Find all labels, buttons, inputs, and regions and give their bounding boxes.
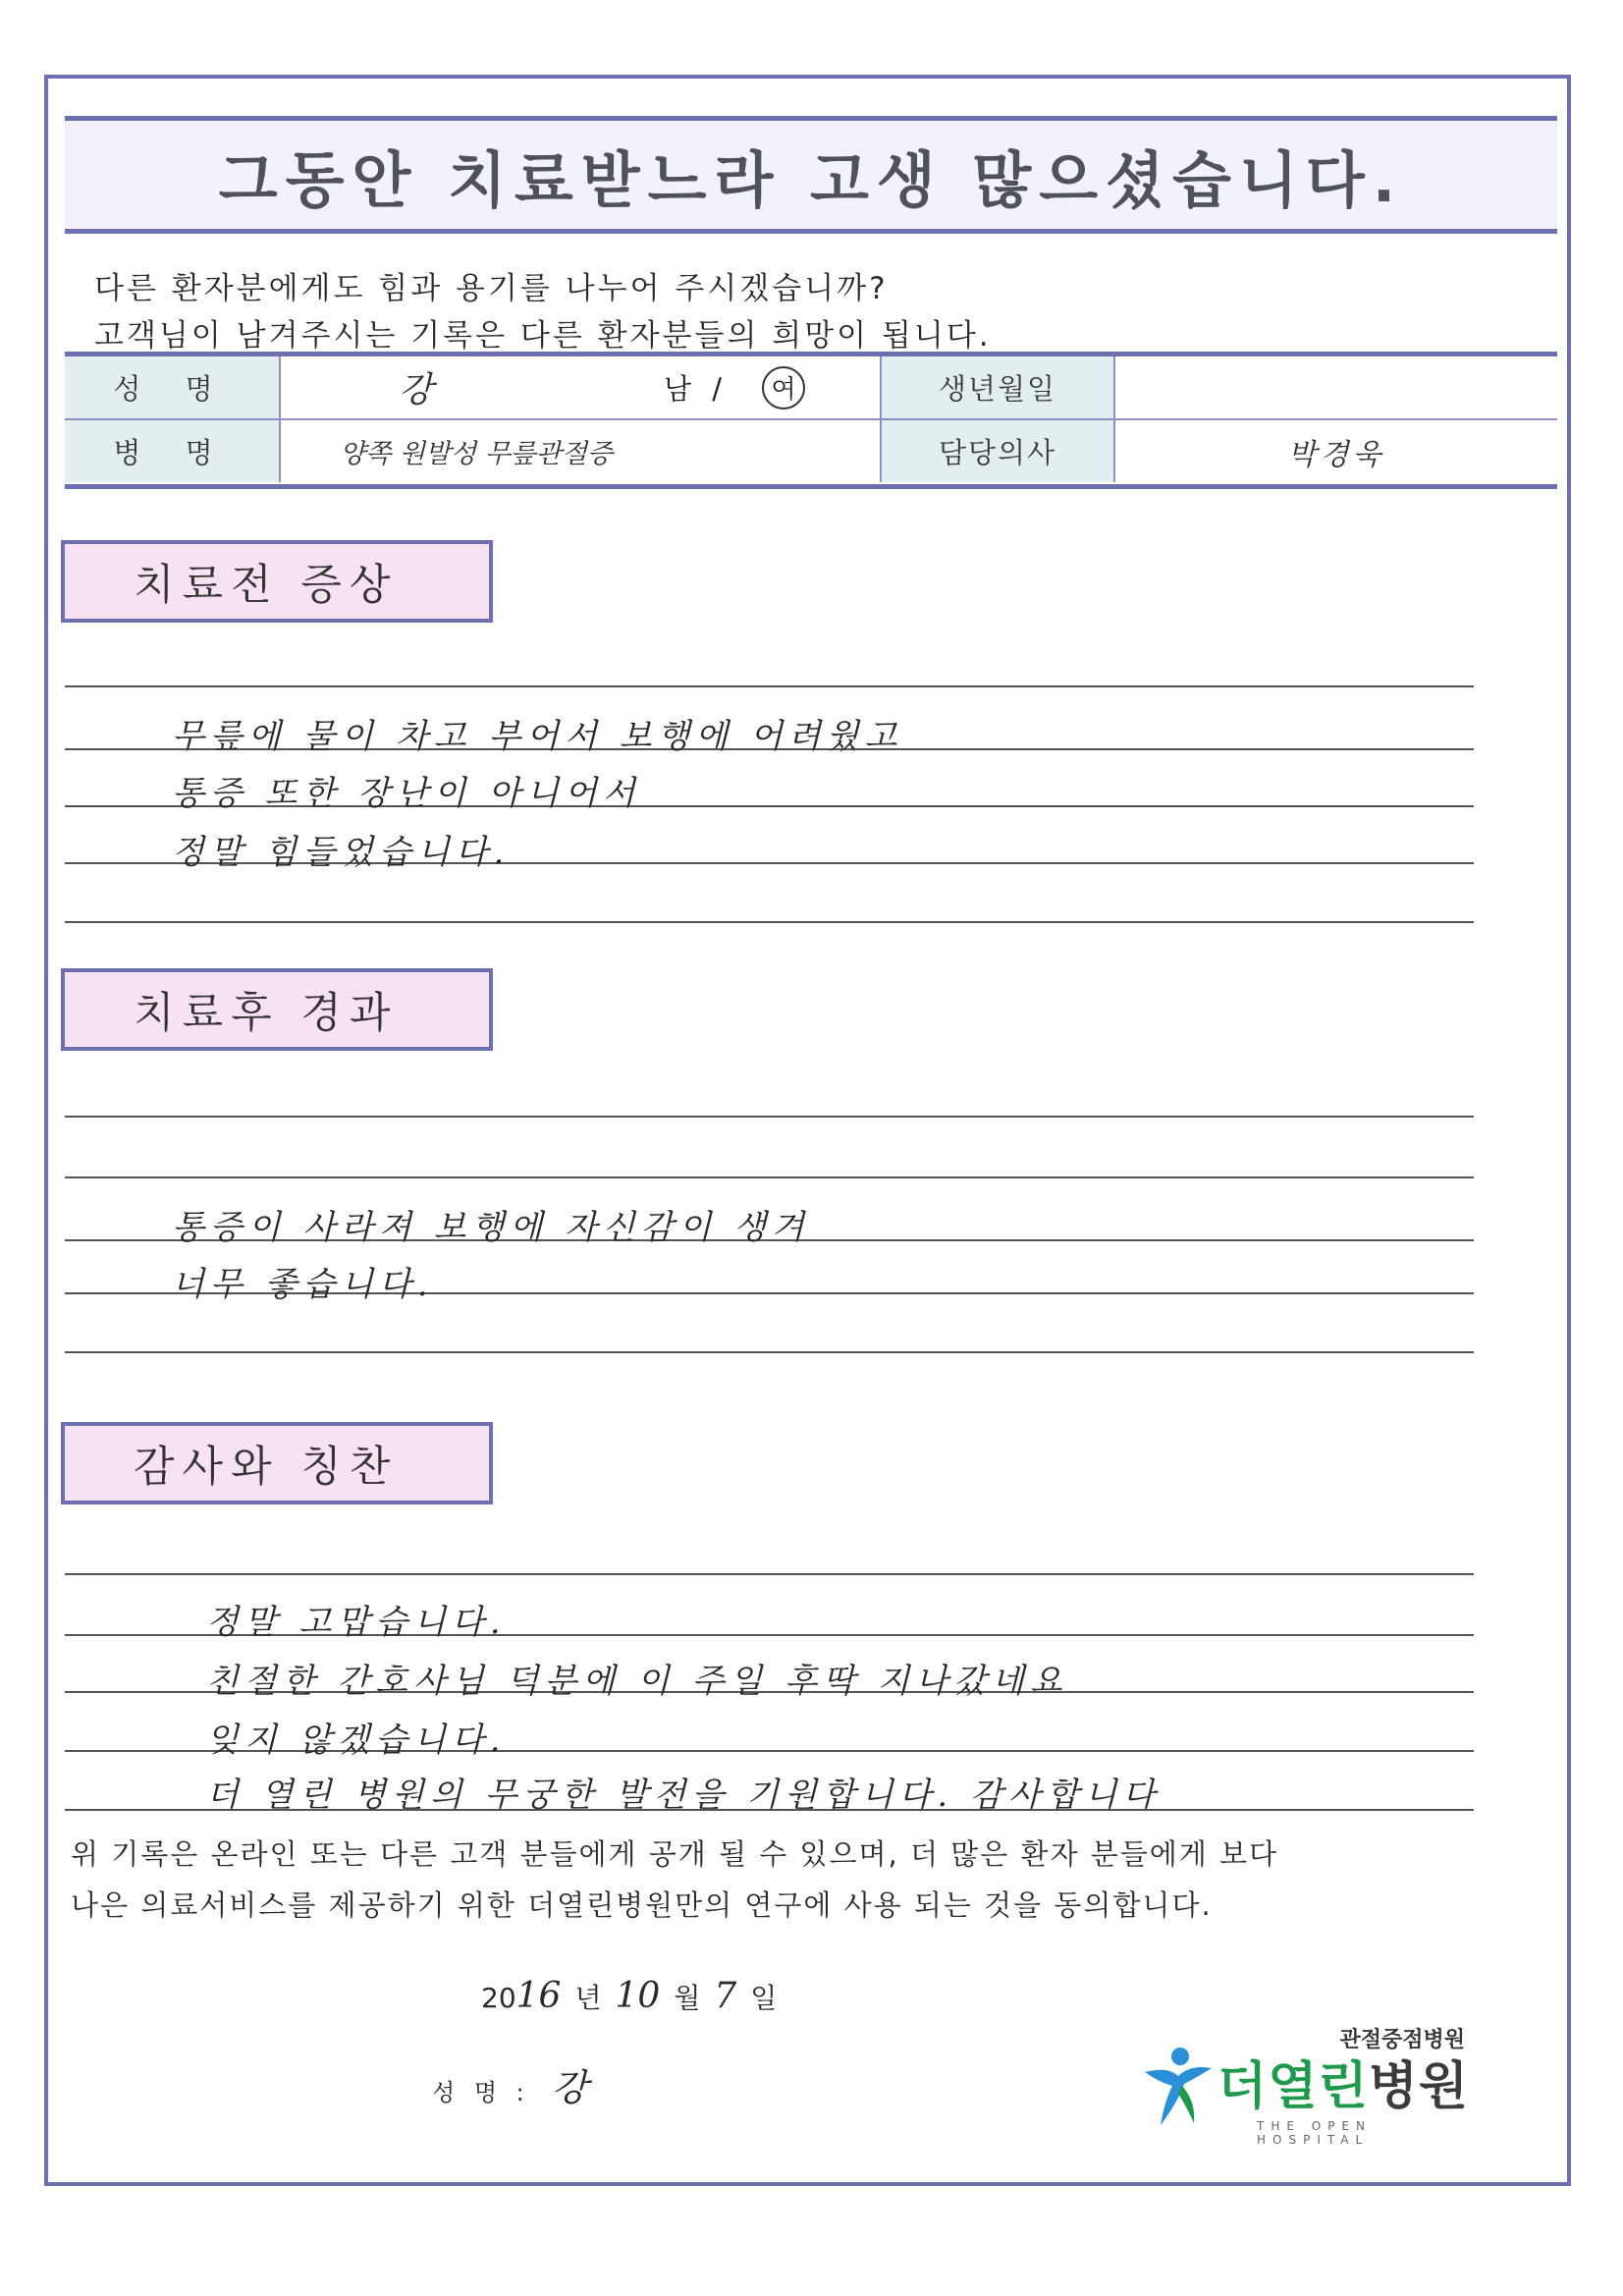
date-prefix: 20 (481, 1982, 516, 2014)
section-after-title (61, 968, 493, 1051)
doctor-cell (1113, 420, 1557, 482)
rule (65, 1573, 1474, 1575)
section-before-title-text: 치료전 증상 (134, 560, 399, 610)
gender-text: 남 / (664, 372, 729, 406)
page-title: 그동안 치료받느라 고생 많으셨습니다. (218, 143, 1404, 216)
rule (65, 1176, 1474, 1178)
logo-name (1217, 2045, 1469, 2118)
signature-label: 성 명 : (432, 2079, 530, 2106)
date-day: 7 (714, 1976, 737, 2016)
name-value: 강 (399, 370, 433, 410)
disease-cell (279, 420, 880, 482)
birth-label: 생년월일 (880, 356, 1113, 418)
doctor-value: 박경욱 (1287, 437, 1385, 472)
before-line-1: 무릎에 물이 차고 부어서 보행에 어려웠고 (172, 717, 903, 756)
date-month: 10 (615, 1976, 661, 2016)
intro-line-1: 다른 환자분에게도 힘과 용기를 나누어 주시겠습니까? (94, 271, 889, 306)
logo-figure-icon (1139, 2043, 1216, 2131)
rule (65, 1351, 1474, 1353)
section-after-title-text: 치료후 경과 (134, 988, 399, 1038)
signature-value: 강 (551, 2066, 588, 2109)
section-before-title (61, 540, 493, 623)
date-year: 16 (515, 1976, 562, 2016)
name-label: 성 명 (65, 356, 279, 418)
doctor-label: 담당의사 (880, 420, 1113, 482)
date-day-label: 일 (750, 1982, 778, 2014)
before-line-2: 통증 또한 장난이 아니어서 (172, 774, 641, 813)
date-line (481, 1976, 777, 2016)
intro-line-2: 고객님이 남겨주시는 기록은 다른 환자분들의 희망이 됩니다. (94, 318, 992, 354)
birth-value (1113, 356, 1557, 418)
rule (65, 685, 1474, 687)
title-bar (65, 116, 1557, 234)
thanks-line-4: 더 열린 병원의 무궁한 발전을 기원합니다. 감사합니다 (206, 1776, 1162, 1815)
thanks-line-3: 잊지 않겠습니다. (206, 1721, 507, 1760)
date-month-label: 월 (674, 1982, 701, 2014)
section-thanks-title (61, 1422, 493, 1504)
signature-line (432, 2057, 587, 2111)
section-thanks-title-text: 감사와 칭찬 (134, 1442, 399, 1492)
after-line-2: 너무 좋습니다. (172, 1265, 434, 1304)
after-line-1: 통증이 사라져 보행에 자신감이 생겨 (172, 1208, 810, 1247)
logo-tagline: 관절중점병원 (1339, 2028, 1465, 2052)
disease-value: 양쪽 원발성 무릎관절증 (340, 439, 613, 469)
consent-line-2: 나은 의료서비스를 제공하기 위한 더열린병원만의 연구에 사용 되는 것을 동의합니다. (71, 1888, 1213, 1922)
rule (65, 1116, 1474, 1118)
patient-info-table (65, 352, 1557, 489)
thanks-line-2: 친절한 간호사님 덕분에 이 주일 후딱 지나갔네요 (206, 1662, 1068, 1701)
date-year-label: 년 (574, 1982, 602, 2014)
info-row-1 (65, 356, 1557, 420)
gender-selected: 여 (762, 366, 805, 410)
thanks-line-1: 정말 고맙습니다. (206, 1603, 507, 1642)
hospital-logo (1139, 2023, 1492, 2147)
disease-label: 병 명 (65, 420, 279, 482)
rule (65, 921, 1474, 923)
logo-name-part1: 더열린 (1217, 2057, 1369, 2116)
info-row-2 (65, 420, 1557, 482)
before-line-3: 정말 힘들었습니다. (172, 833, 511, 872)
name-cell (279, 356, 880, 418)
logo-english: THE OPEN HOSPITAL (1257, 2119, 1372, 2147)
logo-name-part2: 병원 (1368, 2057, 1470, 2116)
consent-line-1: 위 기록은 온라인 또는 다른 고객 분들에게 공개 될 수 있으며, 더 많은 환자 분들에게 보다 (71, 1837, 1278, 1871)
